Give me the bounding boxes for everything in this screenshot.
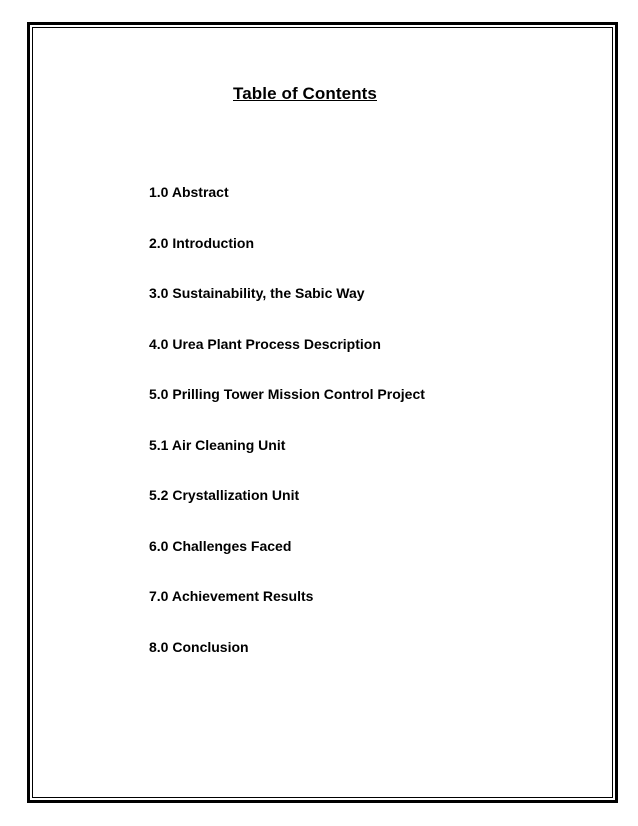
toc-entry-abstract: 1.0 Abstract <box>149 184 229 200</box>
toc-entry-crystallization-unit: 5.2 Crystallization Unit <box>149 487 300 503</box>
toc-entry-sustainability: 3.0 Sustainability, the Sabic Way <box>149 285 365 301</box>
toc-title-text: Table of Contents <box>233 84 377 103</box>
toc-entry-challenges: 6.0 Challenges Faced <box>149 537 292 554</box>
toc-entry-introduction: 2.0 Introduction <box>149 234 254 251</box>
toc-entry-air-cleaning-unit: 5.1 Air Cleaning Unit <box>149 436 286 453</box>
toc-entry-conclusion: 8.0 Conclusion <box>149 638 249 655</box>
toc-list <box>149 183 425 688</box>
toc-entry-process-description: 4.0 Urea Plant Process Description <box>149 335 381 352</box>
toc-entry-prilling-tower-project: 5.0 Prilling Tower Mission Control Project <box>149 386 425 402</box>
toc-entry-achievement-results: 7.0 Achievement Results <box>149 588 314 604</box>
page-title <box>0 84 638 104</box>
